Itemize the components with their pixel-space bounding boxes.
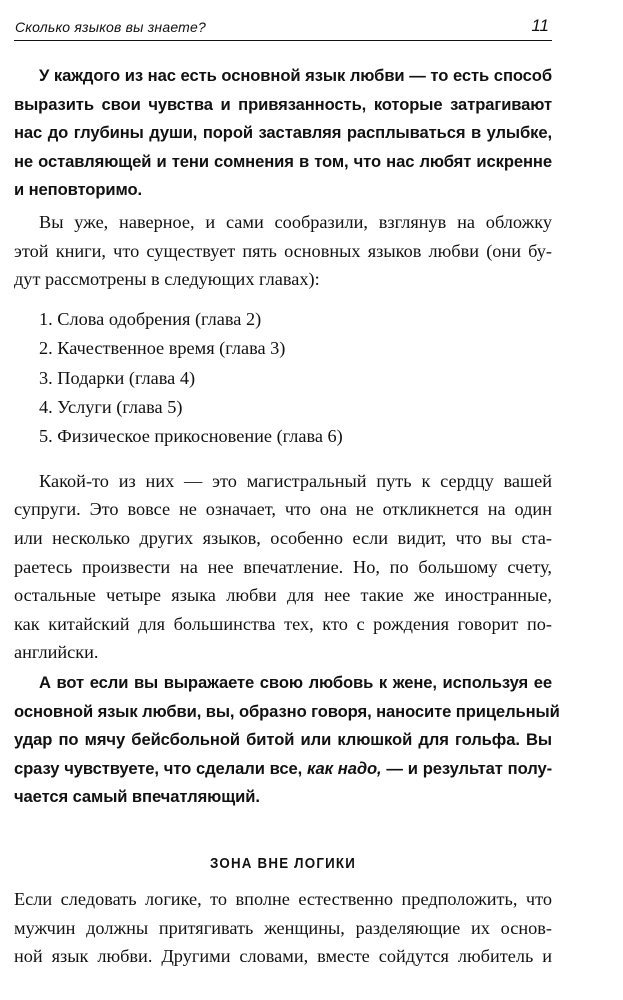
paragraph-bold-result: [14, 669, 560, 812]
text-line: раетесь произвести на нее впечатление. Но, по большому счету,: [14, 556, 552, 577]
paragraph-bold-intro: [14, 62, 552, 205]
list-item: 4. Услуги (глава 5): [39, 396, 183, 417]
text-line: Вы уже, наверное, и сами сообразили, взглянув на обложку: [39, 211, 552, 232]
text-line: английски.: [14, 642, 99, 663]
text-line: Если следовать логике, то вполне естественно предположить, что: [14, 888, 552, 909]
paragraph-cover: [14, 208, 552, 294]
paragraph-logic: [14, 885, 552, 971]
list-item: 3. Подарки (глава 4): [39, 367, 196, 388]
paragraph-main-path: [14, 467, 552, 667]
text-line: и неповторимо.: [14, 180, 142, 200]
text-line: [14, 755, 552, 784]
text-line: выразить свои чувства и привязанность, которые затрагивают: [14, 94, 552, 114]
text-line: А вот если вы выражаете свою любовь к жене, используя ее: [39, 672, 552, 692]
text-line: дут рассмотрены в следующих главах):: [14, 269, 320, 290]
text-line: У каждого из нас есть основной язык любви — то есть способ: [39, 66, 552, 85]
text-line: нас до глубины души, порой заставляя расплываться в улыбке,: [14, 123, 552, 143]
running-header: [14, 14, 552, 41]
text-run: — и результат полу-: [381, 758, 552, 778]
text-line: этой книги, что существует пять основных языков любви (они бу-: [14, 240, 552, 261]
page-body: [14, 62, 560, 971]
list-item: 2. Качественное время (глава 3): [39, 338, 286, 359]
love-languages-list: [14, 305, 552, 452]
text-line: чается самый впечатляющий.: [14, 787, 260, 807]
text-line: удар по мячу бейсбольной битой или клюшкой для гольфа. Вы: [14, 730, 552, 750]
text-line: супруги. Это вовсе не означает, что она не откликнется на один: [14, 499, 552, 520]
text-line: не оставляющей и тени сомнения в том, что нас любят искренне: [14, 151, 552, 171]
list-item: 5. Физическое прикосновение (глава 6): [39, 426, 343, 447]
running-title: Сколько языков вы знаете?: [15, 19, 206, 35]
text-line: Какой-то из них — это магистральный путь к сердцу вашей: [39, 470, 552, 491]
page-number: 11: [531, 16, 549, 35]
text-run: сразу чувствуете, что сделали все,: [14, 758, 307, 778]
text-line: или несколько других языков, особенно если видит, что вы ста-: [14, 527, 552, 548]
emphasis-text: как надо,: [306, 758, 382, 778]
section-heading: ЗОНА ВНЕ ЛОГИКИ: [210, 855, 356, 872]
text-line: основной язык любви, вы, образно говоря, наносите прицельный: [14, 701, 560, 721]
text-line: остальные четыре языка любви для нее такие же иностранные,: [14, 585, 552, 606]
text-line: как китайский для большинства тех, кто с рождения говорит по-: [14, 613, 552, 634]
list-item: 1. Слова одобрения (глава 2): [39, 308, 262, 329]
text-line: мужчин должны притягивать женщины, разделяющие их основ-: [14, 917, 552, 938]
text-line: ной язык любви. Другими словами, вместе сойдутся любитель и: [14, 946, 552, 967]
